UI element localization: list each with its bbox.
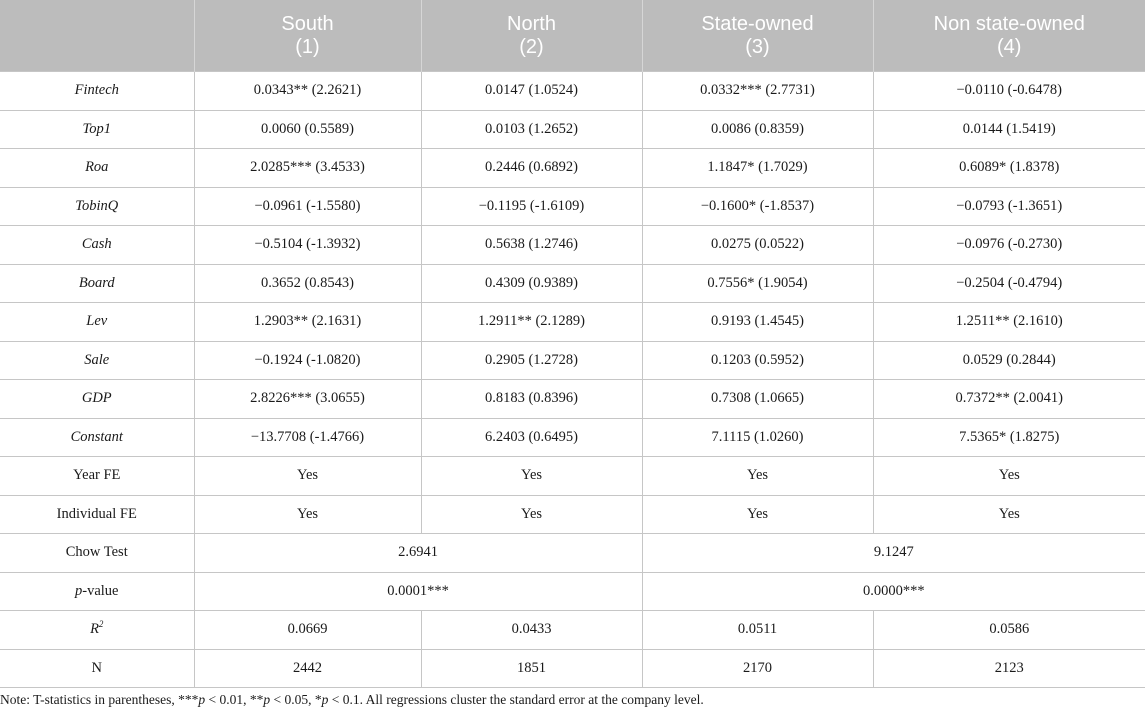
table-cell: 0.2446 (0.6892) — [421, 149, 642, 188]
table-cell: 0.0586 — [873, 611, 1145, 650]
table-cell: Yes — [642, 457, 873, 496]
row-label — [0, 572, 194, 611]
header-corner — [0, 0, 194, 72]
table-cell: Yes — [421, 457, 642, 496]
table-cell: 2.0285*** (3.4533) — [194, 149, 421, 188]
table-cell: 1.1847* (1.7029) — [642, 149, 873, 188]
table-cell: 0.0529 (0.2844) — [873, 341, 1145, 380]
row-p-value — [0, 572, 1145, 611]
table-cell: Yes — [194, 495, 421, 534]
table-cell: Yes — [421, 495, 642, 534]
table-cell: Yes — [873, 495, 1145, 534]
table-cell: −0.0976 (-0.2730) — [873, 226, 1145, 265]
row-r-squared — [0, 611, 1145, 650]
table-cell: 2.8226*** (3.0655) — [194, 380, 421, 419]
table-cell: 2442 — [194, 649, 421, 688]
r-symbol: R — [90, 621, 99, 638]
row-label: Lev — [0, 303, 194, 342]
header-col-state-owned: State-owned (3) — [642, 0, 873, 72]
row-label: Top1 — [0, 110, 194, 149]
row-gdp — [0, 380, 1145, 419]
table-cell: 0.7556* (1.9054) — [642, 264, 873, 303]
table-cell: −0.1924 (-1.0820) — [194, 341, 421, 380]
table-cell: −0.0961 (-1.5580) — [194, 187, 421, 226]
row-roa — [0, 149, 1145, 188]
table-cell: 0.0275 (0.0522) — [642, 226, 873, 265]
table-cell: 0.5638 (1.2746) — [421, 226, 642, 265]
table-cell: 0.0147 (1.0524) — [421, 72, 642, 111]
table-cell: 7.1115 (1.0260) — [642, 418, 873, 457]
table-cell: Yes — [873, 457, 1145, 496]
header-col-north: North (2) — [421, 0, 642, 72]
table-cell: 2170 — [642, 649, 873, 688]
table-cell: 6.2403 (0.6495) — [421, 418, 642, 457]
row-tobinq — [0, 187, 1145, 226]
table-cell: 2123 — [873, 649, 1145, 688]
row-label: Year FE — [0, 457, 194, 496]
p-symbol: p — [75, 582, 83, 599]
row-constant — [0, 418, 1145, 457]
table-cell: 0.0343** (2.2621) — [194, 72, 421, 111]
row-label: Constant — [0, 418, 194, 457]
row-sale — [0, 341, 1145, 380]
row-label: GDP — [0, 380, 194, 419]
table-cell-merged: 0.0000*** — [642, 572, 1145, 611]
table-cell: 0.6089* (1.8378) — [873, 149, 1145, 188]
row-label: TobinQ — [0, 187, 194, 226]
table-cell: 1.2903** (2.1631) — [194, 303, 421, 342]
p-label-rest: -value — [82, 582, 119, 599]
row-board — [0, 264, 1145, 303]
table-cell: −0.0793 (-1.3651) — [873, 187, 1145, 226]
table-cell: 0.0103 (1.2652) — [421, 110, 642, 149]
row-cash — [0, 226, 1145, 265]
row-label: N — [0, 649, 194, 688]
table-cell: 0.3652 (0.8543) — [194, 264, 421, 303]
row-individual-fe — [0, 495, 1145, 534]
row-label: Sale — [0, 341, 194, 380]
row-label: Fintech — [0, 72, 194, 111]
table-cell: −13.7708 (-1.4766) — [194, 418, 421, 457]
table-cell: 0.0669 — [194, 611, 421, 650]
row-label: Individual FE — [0, 495, 194, 534]
header-row — [0, 0, 1145, 72]
row-lev — [0, 303, 1145, 342]
table-cell: −0.5104 (-1.3932) — [194, 226, 421, 265]
r-superscript: 2 — [98, 619, 104, 630]
row-n — [0, 649, 1145, 688]
table-cell: 0.7372** (2.0041) — [873, 380, 1145, 419]
row-label: Board — [0, 264, 194, 303]
row-label: Cash — [0, 226, 194, 265]
table-cell: 0.0511 — [642, 611, 873, 650]
row-label: Chow Test — [0, 534, 194, 573]
table-cell: −0.0110 (-0.6478) — [873, 72, 1145, 111]
table-cell: Yes — [194, 457, 421, 496]
table-cell: 0.9193 (1.4545) — [642, 303, 873, 342]
table-cell: −0.1195 (-1.6109) — [421, 187, 642, 226]
table-cell-merged: 2.6941 — [194, 534, 642, 573]
table-cell: 0.0433 — [421, 611, 642, 650]
row-chow-test — [0, 534, 1145, 573]
table-cell-merged: 0.0001*** — [194, 572, 642, 611]
row-year-fe — [0, 457, 1145, 496]
header-col-non-state-owned: Non state-owned (4) — [873, 0, 1145, 72]
row-top1 — [0, 110, 1145, 149]
table-cell: 0.1203 (0.5952) — [642, 341, 873, 380]
table-cell: −0.2504 (-0.4794) — [873, 264, 1145, 303]
table-cell: 0.8183 (0.8396) — [421, 380, 642, 419]
table-cell: 0.0144 (1.5419) — [873, 110, 1145, 149]
table-cell: 0.7308 (1.0665) — [642, 380, 873, 419]
table-cell: Yes — [642, 495, 873, 534]
table-cell: 0.0332*** (2.7731) — [642, 72, 873, 111]
table-cell: 0.4309 (0.9389) — [421, 264, 642, 303]
table-cell: 1.2511** (2.1610) — [873, 303, 1145, 342]
table-cell: 0.2905 (1.2728) — [421, 341, 642, 380]
table-cell: 0.0086 (0.8359) — [642, 110, 873, 149]
header-col-south: South (1) — [194, 0, 421, 72]
table-cell: 1851 — [421, 649, 642, 688]
table-cell-merged: 9.1247 — [642, 534, 1145, 573]
row-label: Roa — [0, 149, 194, 188]
row-label — [0, 611, 194, 650]
row-fintech — [0, 72, 1145, 111]
table-cell: −0.1600* (-1.8537) — [642, 187, 873, 226]
table-cell: 1.2911** (2.1289) — [421, 303, 642, 342]
table-cell: 0.0060 (0.5589) — [194, 110, 421, 149]
table-note: Note: T-statistics in parentheses, ***p < 0.01, **p < 0.05, *p < 0.1. All regressions cluster the standard error at the company level. — [0, 692, 704, 707]
table-cell: 7.5365* (1.8275) — [873, 418, 1145, 457]
